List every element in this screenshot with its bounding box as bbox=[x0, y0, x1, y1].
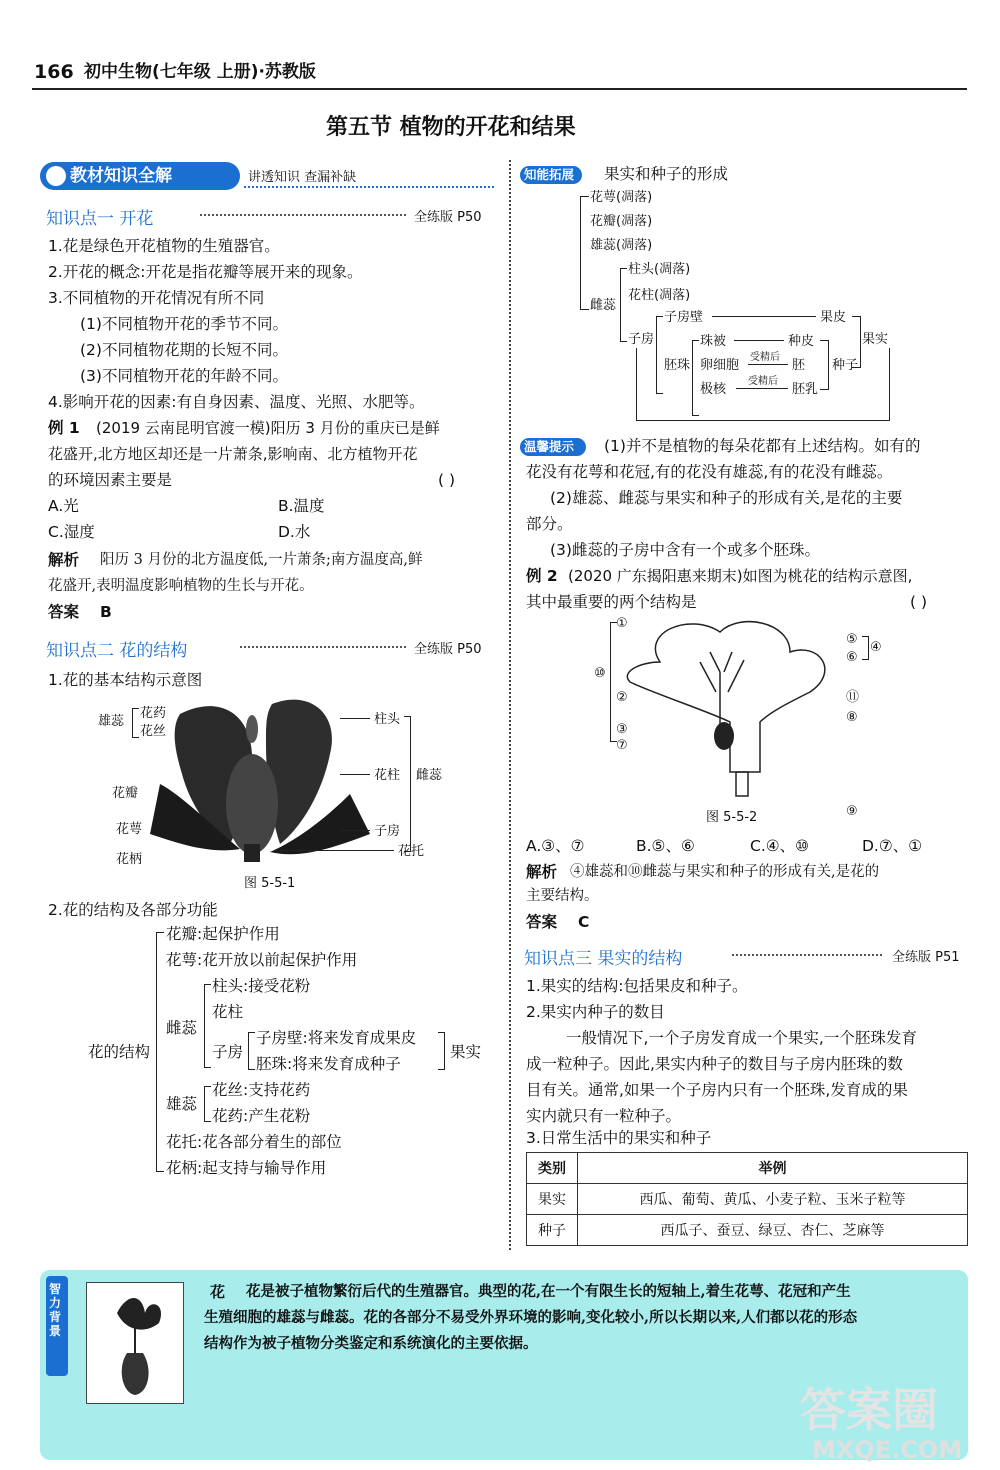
table-header: 类别 bbox=[527, 1153, 578, 1184]
ext-badge: 知能拓展 bbox=[524, 167, 575, 182]
vase-ink bbox=[122, 1353, 149, 1395]
fig2-num: ⑧ bbox=[846, 710, 858, 725]
kp3-line: 实内就只有一粒种子。 bbox=[526, 1107, 682, 1125]
ex2-answer: C bbox=[578, 913, 590, 931]
fig1-filament: 花丝 bbox=[140, 724, 167, 739]
tree-bracket bbox=[156, 932, 164, 1172]
ex1-option: D.水 bbox=[278, 523, 311, 541]
footer-line: 生殖细胞的雄蕊与雌蕊。花的各部分不易受外界环境的影响,变化较小,所以长期以来,人们都以花的形态 bbox=[204, 1309, 858, 1326]
ex1-analysis-label: 解析 bbox=[48, 551, 80, 569]
kp3-line: 目有关。通常,如果一个子房内只有一个胚珠,发育成的果 bbox=[526, 1081, 908, 1099]
tree-fruit: 果实 bbox=[450, 1043, 482, 1061]
ex1-answer-label: 答案 bbox=[48, 603, 80, 621]
ext-fertilized: 受精后 bbox=[750, 352, 780, 363]
fig2-num: ③ bbox=[616, 722, 628, 737]
ext-item: 花萼(凋落) bbox=[590, 190, 653, 205]
tree-stigma: 柱头:接受花粉 bbox=[212, 977, 311, 995]
tree-stamen-bracket bbox=[204, 1086, 211, 1122]
tip-line: 花没有花萼和花冠,有的花没有雄蕊,有的花没有雌蕊。 bbox=[526, 463, 893, 481]
table-cell: 果实 bbox=[527, 1184, 578, 1215]
ext-bracket bbox=[580, 196, 589, 310]
arrow-line bbox=[712, 316, 816, 317]
fig1-stalk: 花柄 bbox=[116, 852, 143, 867]
fig1-receptacle: 花托 bbox=[398, 844, 425, 859]
table-cell: 西瓜、葡萄、黄瓜、小麦子粒、玉米子粒等 bbox=[578, 1184, 968, 1215]
table-cell: 种子 bbox=[527, 1215, 578, 1246]
fig1-petal: 花瓣 bbox=[112, 786, 139, 801]
fig1-sepal: 花萼 bbox=[116, 822, 143, 837]
kp3-line: 1.果实的结构:包括果皮和种子。 bbox=[526, 977, 748, 995]
kp1-title: 知识点一 开花 bbox=[46, 209, 154, 229]
tree-pistil-bracket bbox=[204, 984, 211, 1068]
fig1-ovary: 子房 bbox=[374, 824, 401, 839]
ex2-analysis-label: 解析 bbox=[526, 863, 558, 881]
tip-line: (3)雌蕊的子房中含有一个或多个胚珠。 bbox=[550, 541, 820, 559]
ext-item: 柱头(凋落) bbox=[628, 262, 691, 277]
ex1-line: (2019 云南昆明官渡一模)阳历 3 月份的重庆已是鲜 bbox=[96, 419, 440, 437]
tree-stamen: 雄蕊 bbox=[166, 1095, 198, 1113]
table-header-row bbox=[527, 1153, 968, 1184]
tree-fruit-bracket bbox=[438, 1032, 445, 1070]
ex1-paren: ( ) bbox=[438, 471, 456, 489]
fig1-stigma: 柱头 bbox=[374, 712, 401, 727]
fig1-stamen: 雄蕊 bbox=[98, 714, 125, 729]
fig1-caption: 图 5-5-1 bbox=[244, 876, 296, 891]
ext-embryo: 胚 bbox=[792, 358, 806, 373]
kp2-leader bbox=[240, 646, 406, 648]
table-row bbox=[527, 1215, 968, 1246]
peach-flower-figure bbox=[620, 612, 850, 802]
ex2-option: B.⑤、⑥ bbox=[636, 837, 695, 855]
kp2-ref: 全练版 P50 bbox=[414, 642, 482, 657]
ex2-answer-label: 答案 bbox=[526, 913, 558, 931]
ex1-analysis: 花盛开,表明温度影响植物的生长与开花。 bbox=[48, 578, 314, 594]
ovary-shape bbox=[714, 722, 734, 750]
kp3-line: 2.果实内种子的数目 bbox=[526, 1003, 665, 1021]
ex2-line: (2020 广东揭阳惠来期末)如图为桃花的结构示意图, bbox=[568, 567, 913, 585]
fruit-seed-table bbox=[526, 1152, 968, 1246]
fig2-bracket-right bbox=[862, 636, 869, 660]
kp3-line: 一般情况下,一个子房发育成一个果实,一个胚珠发育 bbox=[566, 1029, 917, 1047]
tree-petal: 花瓣:起保护作用 bbox=[166, 925, 280, 943]
ext-item: 花柱(凋落) bbox=[628, 288, 691, 303]
fig2-num: ① bbox=[616, 616, 628, 631]
ex2-label: 例 2 bbox=[526, 567, 558, 585]
fig2-num: ⑦ bbox=[616, 738, 628, 753]
leader-line bbox=[340, 718, 370, 719]
tip-badge: 温馨提示 bbox=[524, 439, 575, 454]
ex1-line: 的环境因素主要是 bbox=[48, 471, 173, 489]
kp1-ref: 全练版 P50 bbox=[414, 210, 482, 225]
ex1-option: A.光 bbox=[48, 497, 79, 515]
fig1-bracket bbox=[132, 708, 139, 738]
banner-rule bbox=[244, 186, 494, 188]
kp1-leader bbox=[200, 214, 406, 216]
fig2-num: ⑥ bbox=[846, 650, 858, 665]
ext-polar: 极核 bbox=[700, 382, 727, 397]
tree-stalk: 花柄:起支持与输导作用 bbox=[166, 1159, 327, 1177]
ex2-option: D.⑦、① bbox=[862, 837, 923, 855]
ex1-option: B.温度 bbox=[278, 497, 325, 515]
kp1-line: (3)不同植物开花的年龄不同。 bbox=[80, 367, 288, 385]
fig1-anther: 花药 bbox=[140, 706, 167, 721]
section-title: 第五节 植物的开花和结果 bbox=[326, 115, 576, 140]
tip-line: (2)雄蕊、雌蕊与果实和种子的形成有关,是花的主要 bbox=[550, 489, 903, 507]
tree-pistil: 雌蕊 bbox=[166, 1019, 198, 1037]
kp3-line: 3.日常生活中的果实和种子 bbox=[526, 1129, 712, 1147]
tree-ovule: 胚珠:将来发育成种子 bbox=[256, 1055, 401, 1073]
ext-ovary: 子房 bbox=[628, 332, 655, 347]
banner-label: 教材知识全解 bbox=[70, 166, 172, 186]
tree-sepal: 花萼:花开放以前起保护作用 bbox=[166, 951, 358, 969]
fig1-pistil: 雌蕊 bbox=[416, 768, 443, 783]
ext-seed: 种子 bbox=[832, 358, 859, 373]
footer-side-label: 智力背景 bbox=[49, 1282, 62, 1338]
fig2-num: ⑪ bbox=[846, 690, 860, 705]
fig1-style: 花柱 bbox=[374, 768, 401, 783]
fig1-pistil-bracket bbox=[404, 716, 411, 852]
ext-item: 花瓣(凋落) bbox=[590, 214, 653, 229]
book-title: 初中生物(七年级 上册)·苏教版 bbox=[84, 62, 316, 82]
ext-integument: 珠被 bbox=[700, 334, 727, 349]
tip-line: (1)并不是植物的每朵花都有上述结构。如有的 bbox=[604, 437, 921, 455]
ext-endosperm: 胚乳 bbox=[792, 382, 819, 397]
pistil-shape bbox=[226, 754, 278, 854]
header-rule bbox=[32, 88, 967, 90]
kp3-title: 知识点三 果实的结构 bbox=[524, 949, 683, 969]
ex1-answer: B bbox=[100, 603, 112, 621]
watermark-url: MXQE.COM bbox=[812, 1436, 963, 1464]
kp1-line: 4.影响开花的因素:有自身因素、温度、光照、水肥等。 bbox=[48, 393, 425, 411]
kp1-line: 1.花是绿色开花植物的生殖器官。 bbox=[48, 237, 280, 255]
table-row bbox=[527, 1184, 968, 1215]
ext-loop-line bbox=[636, 348, 890, 421]
tree-ovary: 子房 bbox=[212, 1043, 244, 1061]
ex2-option: C.④、⑩ bbox=[750, 837, 810, 855]
ex1-option: C.湿度 bbox=[48, 523, 95, 541]
flower-ink bbox=[117, 1298, 161, 1330]
column-divider bbox=[509, 160, 511, 1250]
fig2-num: ⑤ bbox=[846, 632, 858, 647]
ext-ovule: 胚珠 bbox=[664, 358, 691, 373]
kp2-title: 知识点二 花的结构 bbox=[46, 641, 188, 661]
kp1-line: (2)不同植物花期的长短不同。 bbox=[80, 341, 288, 359]
footer-line: 结构作为被子植物分类鉴定和系统演化的主要依据。 bbox=[204, 1335, 538, 1352]
fig2-num: ② bbox=[616, 690, 628, 705]
tree-root: 花的结构 bbox=[88, 1043, 151, 1061]
ext-ovary-wall: 子房壁 bbox=[664, 310, 704, 325]
leader-line bbox=[340, 774, 370, 775]
ex1-analysis: 阳历 3 月份的北方温度低,一片萧条;南方温度高,鲜 bbox=[100, 552, 423, 568]
table-header: 举例 bbox=[578, 1153, 968, 1184]
fig2-num: ⑩ bbox=[594, 666, 606, 681]
kp3-leader bbox=[732, 954, 882, 956]
ext-item: 雄蕊(凋落) bbox=[590, 238, 653, 253]
ext-pericarp: 果皮 bbox=[820, 310, 847, 325]
ex1-label: 例 1 bbox=[48, 419, 80, 437]
kp1-line: 2.开花的概念:开花是指花瓣等展开来的现象。 bbox=[48, 263, 363, 281]
tree-filament: 花丝:支持花药 bbox=[212, 1081, 311, 1099]
leader-line bbox=[280, 850, 394, 851]
ext-seedcoat: 种皮 bbox=[788, 334, 815, 349]
tree-receptacle: 花托:花各部分着生的部位 bbox=[166, 1133, 342, 1151]
table-cell: 西瓜子、蚕豆、绿豆、杏仁、芝麻等 bbox=[578, 1215, 968, 1246]
fig2-num: ⑨ bbox=[846, 804, 858, 819]
tree-anther: 花药:产生花粉 bbox=[212, 1107, 311, 1125]
ext-pistil-bracket bbox=[620, 268, 627, 342]
ex2-analysis: ④雄蕊和⑩雌蕊与果实和种子的形成有关,是花的 bbox=[570, 864, 880, 880]
footer-line: 花是被子植物繁衍后代的生殖器官。典型的花,在一个有限生长的短轴上,着生花萼、花冠和产生 bbox=[246, 1283, 851, 1300]
tree-ovary-bracket bbox=[248, 1032, 255, 1070]
ex2-option: A.③、⑦ bbox=[526, 837, 585, 855]
ex2-analysis: 主要结构。 bbox=[526, 888, 599, 904]
fig2-num: ④ bbox=[870, 640, 882, 655]
stalk-shape bbox=[736, 772, 748, 796]
kp1-line: (1)不同植物开花的季节不同。 bbox=[80, 315, 288, 333]
kp3-ref: 全练版 P51 bbox=[892, 950, 960, 965]
footer-illustration bbox=[86, 1282, 184, 1404]
tree-style: 花柱 bbox=[212, 1003, 244, 1021]
ex2-line: 其中最重要的两个结构是 bbox=[526, 593, 697, 611]
kp3-line: 成一粒种子。因此,果实内种子的数目与子房内胚珠的数 bbox=[526, 1055, 903, 1073]
ext-title: 果实和种子的形成 bbox=[604, 165, 729, 183]
banner-tagline: 讲透知识 查漏补缺 bbox=[248, 170, 357, 185]
ex1-line: 花盛开,北方地区却还是一片萧条,影响南、北方植物开花 bbox=[48, 445, 418, 463]
tip-line: 部分。 bbox=[526, 515, 573, 533]
stigma-shape bbox=[246, 715, 258, 743]
ext-egg: 卵细胞 bbox=[700, 358, 740, 373]
kp2-sub2: 2.花的结构及各部分功能 bbox=[48, 901, 218, 919]
tree-ovary-wall: 子房壁:将来发育成果皮 bbox=[256, 1029, 417, 1047]
leader-line bbox=[340, 830, 370, 831]
arrow-line bbox=[734, 340, 784, 341]
ext-fruit: 果实 bbox=[862, 332, 889, 347]
watermark-logo: 答案圈 bbox=[800, 1383, 938, 1437]
footer-term: 花 bbox=[210, 1283, 226, 1301]
ext-pistil: 雌蕊 bbox=[590, 298, 617, 313]
fig2-caption: 图 5-5-2 bbox=[706, 810, 758, 825]
page-number: 166 bbox=[34, 61, 74, 83]
kp1-line: 3.不同植物的开花情况有所不同 bbox=[48, 289, 265, 307]
stalk-shape bbox=[244, 844, 260, 862]
ext-fertilized: 受精后 bbox=[748, 376, 778, 387]
ex2-paren: ( ) bbox=[910, 593, 928, 611]
kp2-sub1: 1.花的基本结构示意图 bbox=[48, 671, 203, 689]
banner-icon bbox=[46, 166, 66, 186]
vase-flower-illustration bbox=[87, 1283, 183, 1403]
